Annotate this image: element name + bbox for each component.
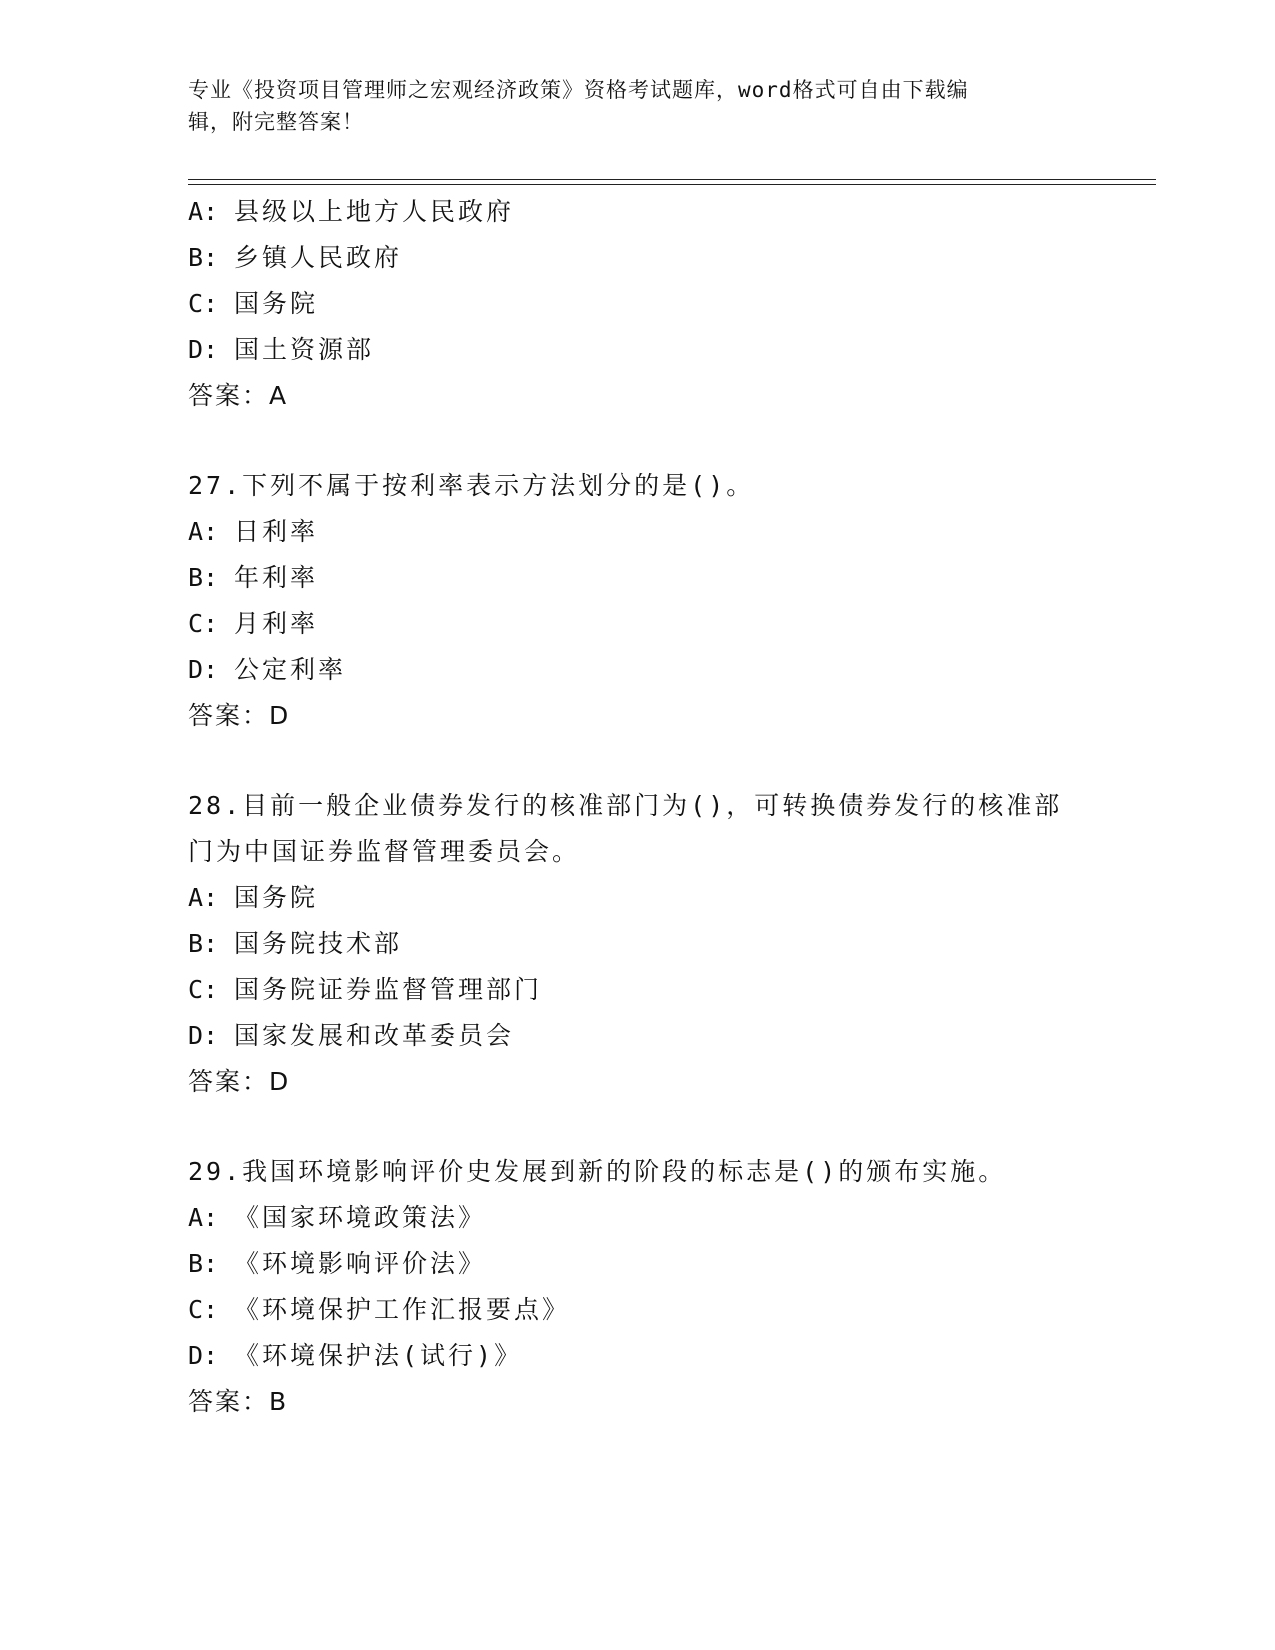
option-a: [188, 1195, 1108, 1241]
question-27: [188, 463, 1108, 739]
option-letter: D:: [188, 335, 219, 364]
option-text: 公定利率: [234, 655, 347, 684]
option-a: [188, 875, 1108, 921]
option-text: 《环境保护工作汇报要点》: [234, 1295, 571, 1324]
question-stem-line-1: 28.目前一般企业债券发行的核准部门为()，可转换债券发行的核准部: [188, 791, 1063, 820]
option-letter: A:: [188, 1203, 219, 1232]
option-letter: B:: [188, 563, 219, 592]
option-letter: D:: [188, 1021, 219, 1050]
option-d: [188, 1333, 1108, 1379]
option-b: [188, 921, 1108, 967]
option-text: 《环境影响评价法》: [234, 1249, 487, 1278]
answer-line: 答案：D: [188, 1067, 291, 1096]
option-text: 国务院技术部: [234, 929, 403, 958]
question-29: [188, 1149, 1108, 1425]
option-text: 国务院: [234, 883, 319, 912]
option-letter: C:: [188, 1295, 219, 1324]
question-26-continued: [188, 189, 1108, 419]
option-text: 国务院证券监督管理部门: [234, 975, 543, 1004]
option-letter: A:: [188, 197, 219, 226]
option-text: 日利率: [234, 517, 319, 546]
document-header: [188, 74, 1068, 138]
option-letter: C:: [188, 975, 219, 1004]
header-line-1: 专业《投资项目管理师之宏观经济政策》资格考试题库，word格式可自由下载编: [188, 78, 969, 102]
option-text: 乡镇人民政府: [234, 243, 403, 272]
option-letter: A:: [188, 883, 219, 912]
question-28: [188, 783, 1108, 1105]
option-b: [188, 555, 1108, 601]
option-letter: B:: [188, 243, 219, 272]
question-list: [188, 189, 1108, 1425]
header-line-2: 辑，附完整答案！: [188, 110, 364, 134]
option-text: 国务院: [234, 289, 319, 318]
question-stem-line-2: 门为中国证券监督管理委员会。: [188, 837, 581, 866]
question-stem: 29.我国环境影响评价史发展到新的阶段的标志是()的颁布实施。: [188, 1157, 1007, 1186]
option-c: [188, 967, 1108, 1013]
option-letter: B:: [188, 1249, 219, 1278]
option-d: [188, 327, 1108, 373]
option-letter: C:: [188, 609, 219, 638]
header-divider-bottom: [188, 184, 1156, 185]
option-b: [188, 235, 1108, 281]
option-text: 月利率: [234, 609, 319, 638]
question-stem: 27.下列不属于按利率表示方法划分的是()。: [188, 471, 755, 500]
option-text: 《国家环境政策法》: [234, 1203, 487, 1232]
option-d: [188, 1013, 1108, 1059]
answer-line: 答案：A: [188, 381, 289, 410]
option-text: 年利率: [234, 563, 319, 592]
option-c: [188, 601, 1108, 647]
option-letter: D:: [188, 655, 219, 684]
option-text: 国土资源部: [234, 335, 375, 364]
option-c: [188, 281, 1108, 327]
option-letter: D:: [188, 1341, 219, 1370]
option-letter: A:: [188, 517, 219, 546]
option-letter: B:: [188, 929, 219, 958]
header-divider-top: [188, 179, 1156, 180]
answer-line: 答案：D: [188, 701, 291, 730]
answer-line: 答案：B: [188, 1387, 289, 1416]
option-c: [188, 1287, 1108, 1333]
option-b: [188, 1241, 1108, 1287]
option-d: [188, 647, 1108, 693]
option-text: 县级以上地方人民政府: [234, 197, 515, 226]
option-text: 国家发展和改革委员会: [234, 1021, 515, 1050]
option-a: [188, 189, 1108, 235]
option-letter: C:: [188, 289, 219, 318]
option-a: [188, 509, 1108, 555]
option-text: 《环境保护法(试行)》: [234, 1341, 523, 1370]
